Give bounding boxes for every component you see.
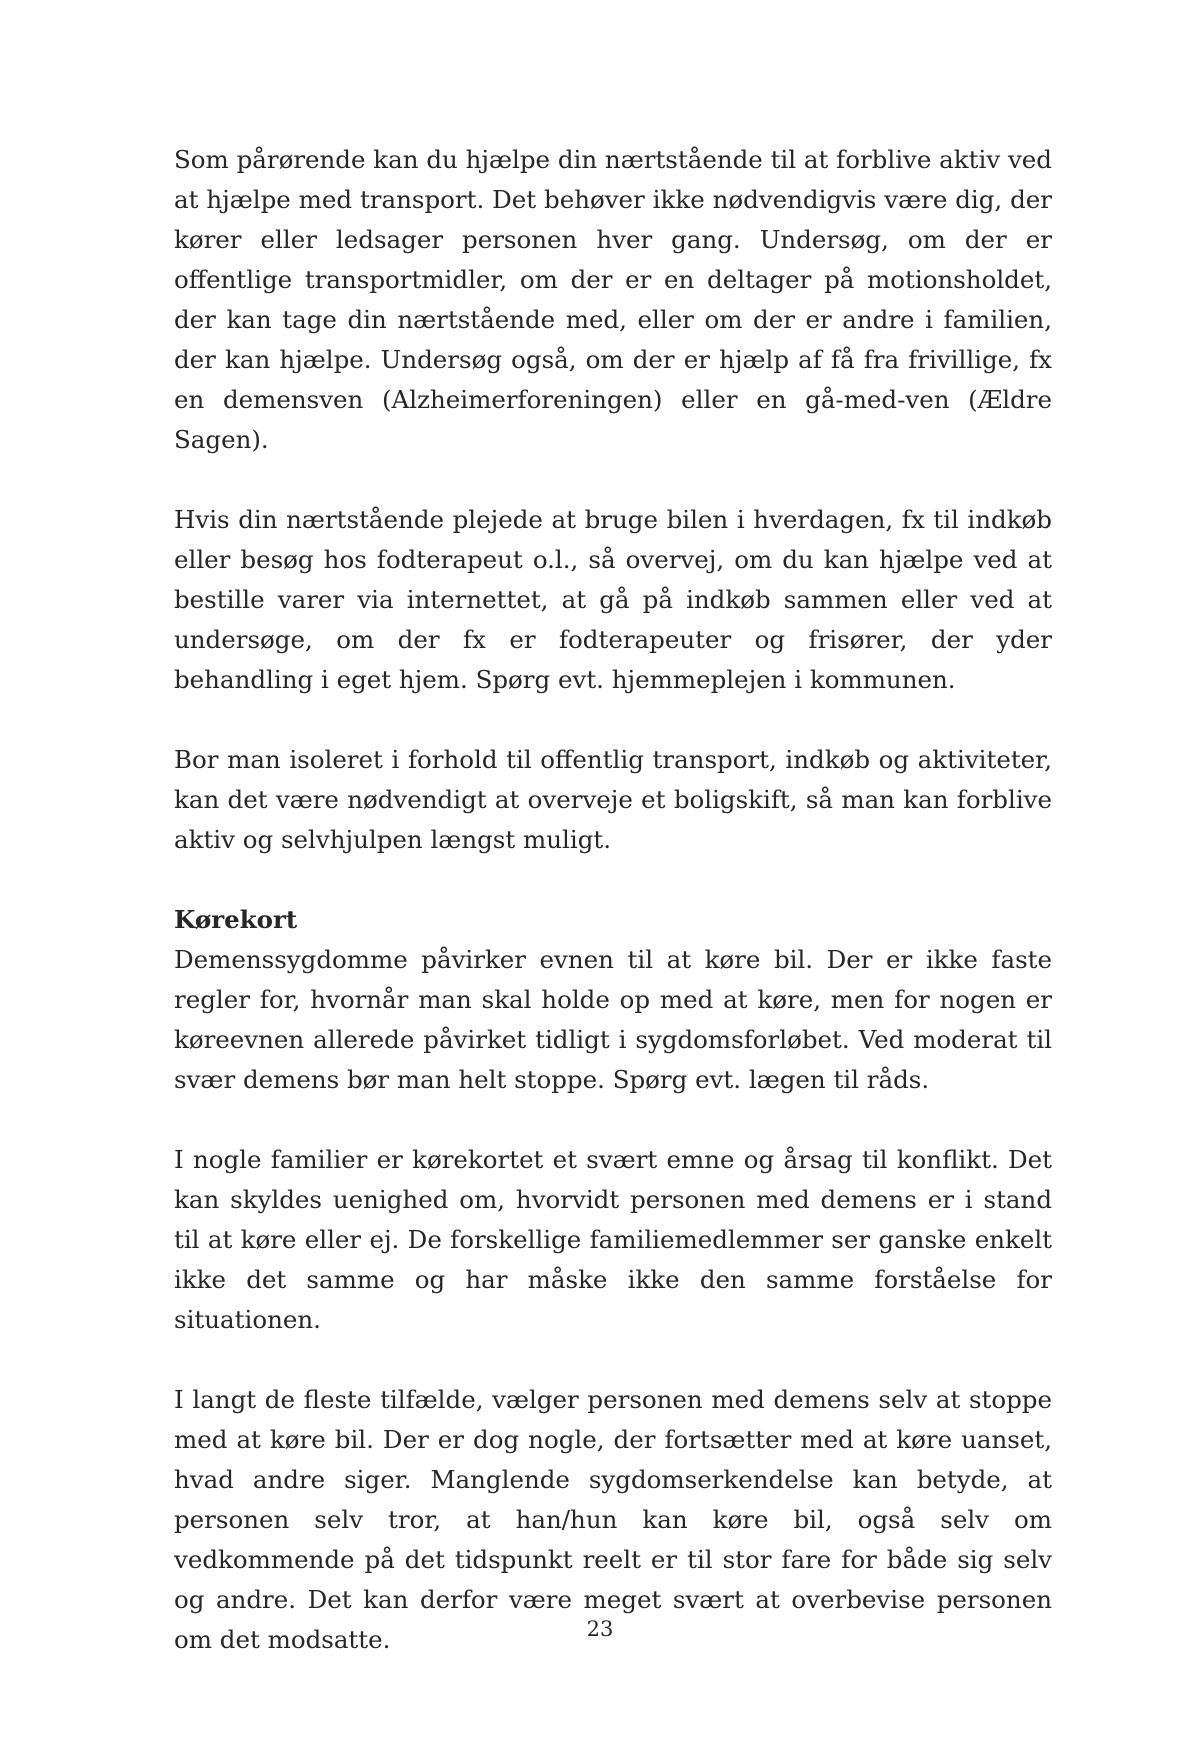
- paragraph-family-conflict: I nogle familier er kørekortet et svært emne og årsag til konflikt. Det kan skyldes uenighed om, hvorvidt personen med demens er i stand til at køre eller ej. De forskellige familiemedlemmer ser ganske enkelt ikke det samme og har måske ikke den samme forståelse for situationen.: [174, 1145, 1052, 1334]
- paragraph-stopping-driving: I langt de fleste tilfælde, vælger personen med demens selv at stoppe med at køre bil. Der er dog nogle, der fortsætter med at køre uanset, hvad andre siger. Manglende sygdomserkendelse kan betyde, at personen selv tror, at han/hun kan køre bil, også selv om vedkommende på det tidspunkt reelt er til stor fare for både sig selv og andre. Det kan derfor være meget svært at overbevise personen om det modsatte.: [174, 1385, 1052, 1654]
- paragraph-driving-ability: Demenssygdomme påvirker evnen til at køre bil. Der er ikke faste regler for, hvornår man skal holde op med at køre, men for nogen er køreevnen allerede påvirket tidligt i sygdomsforløbet. Ved moderat til svær demens bør man helt stoppe. Spørg evt. lægen til råds.: [174, 945, 1052, 1094]
- page-number: 23: [586, 1617, 614, 1641]
- paragraph-car-errands: Hvis din nærtstående plejede at bruge bilen i hverdagen, fx til indkøb eller besøg hos fodterapeut o.l., så overvej, om du kan hjælpe ved at bestille varer via internettet, at gå på indkøb sammen eller ved at undersøge, om der fx er fodterapeuter og frisører, der yder behandling i eget hjem. Spørg evt. hjemmeplejen i kommunen.: [174, 505, 1052, 694]
- paragraph-transport-help: Som pårørende kan du hjælpe din nærtstående til at forblive aktiv ved at hjælpe med transport. Det behøver ikke nødvendigvis være dig, der kører eller ledsager personen hver gang. Undersøg, om der er offentlige transportmidler, om der er en deltager på motionsholdet, der kan tage din nærtstående med, eller om der er andre i familien, der kan hjælpe. Undersøg også, om der er hjælp af få fra frivillige, fx en demensven (Alzheimerforeningen) eller en gå-med-ven (Ældre Sagen).: [174, 145, 1052, 454]
- section-heading-driving-license: Kørekort: [174, 905, 298, 934]
- paragraph-isolated-housing: Bor man isoleret i forhold til offentlig transport, indkøb og aktiviteter, kan det være nødvendigt at overveje et boligskift, så man kan forblive aktiv og selvhjulpen længst muligt.: [174, 745, 1052, 854]
- page-body: [174, 140, 1052, 1700]
